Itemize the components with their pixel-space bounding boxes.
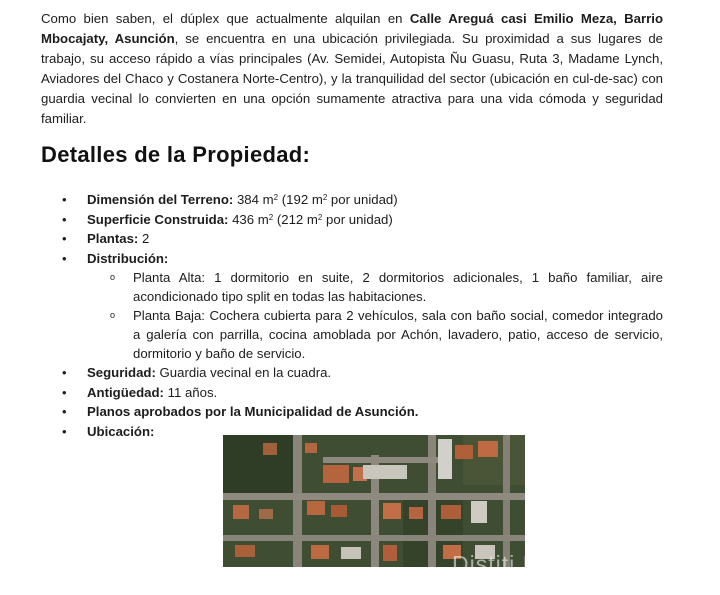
terreno-sup1: 2: [273, 193, 279, 202]
terreno-sup2: 2: [322, 193, 328, 202]
bullet: •: [62, 365, 67, 380]
list-item-planos: [0, 402, 720, 422]
bullet: •: [62, 192, 67, 207]
plantas-value: 2: [138, 231, 150, 246]
antiguedad-value: 11 años.: [163, 384, 218, 400]
list-item-terreno: [0, 190, 720, 210]
sub-bullet: o: [110, 310, 116, 320]
ubicacion-label: Ubicación:: [87, 423, 155, 439]
antiguedad-label: Antigüedad:: [87, 384, 164, 400]
list-item-antiguedad: [0, 383, 720, 403]
terreno-v2: (192 m: [278, 192, 323, 207]
construida-sup2: 2: [317, 212, 323, 222]
bullet: •: [62, 211, 67, 227]
bullet: •: [62, 404, 67, 419]
construida-sup1: 2: [268, 212, 274, 222]
bullet: •: [62, 384, 67, 400]
satellite-map-image: [223, 435, 525, 567]
intro-text-2: , se encuentra en una ubicación privilegiada. Su proximidad a sus lugares de trabajo, su acceso rápido a vías principales (Av. Semidei, Autopista Ñu Guasu, Ruta 3, Madame Lynch, Aviadores del Chaco y Costanera Norte-Centro), y la tranquilidad del sector (ubicación en cul-de-sac) con guardia vecinal lo convierten en una opción sumamente atractiva para una vida cómoda y seguridad familiar.: [41, 31, 663, 126]
bullet: •: [62, 423, 67, 439]
map-svg: [223, 435, 525, 567]
sub-item-planta-baja: [87, 306, 720, 363]
intro-address: Calle Areguá casi Emilio Meza, Barrio Mbocajaty, Asunción: [41, 11, 664, 46]
sub-bullet: o: [110, 272, 116, 282]
planta-baja-text: Planta Baja: Cochera cubierta para 2 vehículos, sala con baño social, comedor integrado a galería con parrilla, cocina amoblada por Achón, lavadero, patio, acceso de servicio, dormitorio y baño de servicio.: [133, 308, 663, 361]
list-item-distribucion: [0, 249, 720, 364]
construida-v2: (212 m: [273, 211, 318, 227]
section-heading: Detalles de la Propiedad:: [41, 142, 311, 167]
watermark-text: Distiti Propiedades: [452, 551, 663, 577]
list-item-plantas: [0, 229, 720, 249]
terreno-v3: por unidad): [327, 192, 398, 207]
intro-text-1: Como bien saben, el dúplex que actualmente alquilan en: [41, 11, 410, 26]
terreno-v1: 384 m: [233, 192, 274, 207]
construida-v3: por unidad): [322, 211, 393, 227]
distribucion-label: Distribución:: [87, 250, 169, 266]
bullet: •: [62, 231, 67, 246]
distribucion-sublist: [87, 268, 720, 363]
list-item-seguridad: [0, 363, 720, 383]
list-item-construida: [0, 210, 720, 230]
seguridad-value: Guardia vecinal en la cuadra.: [155, 365, 332, 380]
sub-item-planta-alta: [87, 268, 720, 306]
property-details-list: [0, 190, 720, 441]
bullet: •: [62, 250, 67, 266]
intro-paragraph: [41, 9, 663, 129]
construida-v1: 436 m: [228, 211, 269, 227]
plantas-label: Plantas:: [87, 231, 139, 246]
seguridad-label: Seguridad:: [87, 365, 156, 380]
planos-label: Planos aprobados por la Municipalidad de Asunción.: [87, 404, 419, 419]
construida-label: Superficie Construida:: [87, 211, 229, 227]
terreno-label: Dimensión del Terreno:: [87, 192, 234, 207]
planta-alta-text: Planta Alta: 1 dormitorio en suite, 2 dormitorios adicionales, 1 baño familiar, aire acondicionado tipo split en todas las habitaciones.: [133, 270, 663, 304]
